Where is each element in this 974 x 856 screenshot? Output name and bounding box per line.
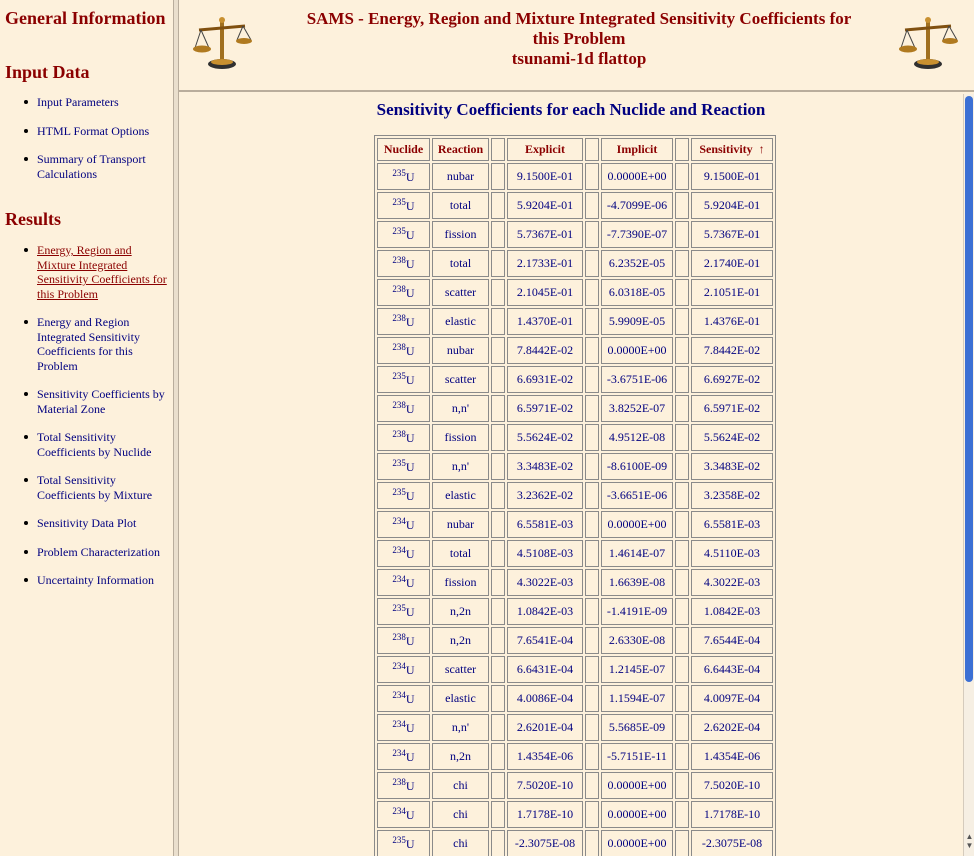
spacer-cell [675,627,689,654]
sensitivity-cell: 7.8442E-02 [691,337,773,364]
sidebar-item-uncertainty[interactable]: Uncertainty Information [0,573,173,588]
spacer-cell [585,830,599,856]
nuclide-cell: $^{235}$U [377,482,430,509]
content-title: Sensitivity Coefficients for each Nuclide and Reaction [376,100,766,119]
sidebar-nav [0,0,174,856]
spacer-cell [675,772,689,799]
reaction-cell: scatter [432,279,489,306]
reaction-cell: scatter [432,656,489,683]
sidebar-item-input-parameters[interactable]: Input Parameters [0,95,173,110]
input-data-link[interactable]: Input Data [5,62,90,82]
explicit-cell: 7.8442E-02 [507,337,583,364]
table-row [377,395,773,422]
nuclide-cell: $^{238}$U [377,279,430,306]
sensitivity-cell: 5.7367E-01 [691,221,773,248]
reaction-cell: scatter [432,366,489,393]
sidebar-item-energy-region-mixture[interactable]: Energy, Region and Mixture Integrated Sensitivity Coefficients for this Problem [0,243,173,301]
column-header-reaction[interactable]: Reaction [432,138,489,161]
sensitivity-cell: 4.0097E-04 [691,685,773,712]
table-row [377,685,773,712]
table-row [377,743,773,770]
reaction-cell: chi [432,830,489,856]
implicit-cell: 0.0000E+00 [601,801,673,828]
spacer-cell [585,569,599,596]
spacer-cell [491,424,505,451]
scroll-up-arrow-icon[interactable]: ▲ [965,832,974,841]
spacer-cell [491,366,505,393]
spacer-cell [491,772,505,799]
sidebar-item-total-by-nuclide[interactable]: Total Sensitivity Coefficients by Nuclide [0,430,173,459]
spacer-cell [491,279,505,306]
spacer-cell [675,482,689,509]
nuclide-cell: $^{238}$U [377,424,430,451]
reaction-cell: total [432,192,489,219]
spacer-cell [675,540,689,567]
results-list [0,243,173,588]
reaction-cell: nubar [432,337,489,364]
explicit-cell: 9.1500E-01 [507,163,583,190]
spacer-cell [491,569,505,596]
table-row [377,511,773,538]
reaction-cell: n,2n [432,598,489,625]
spacer-cell [675,714,689,741]
table-row [377,337,773,364]
explicit-cell: 7.6541E-04 [507,627,583,654]
reaction-cell: n,n' [432,714,489,741]
table-row [377,453,773,480]
spacer-cell [675,337,689,364]
sensitivity-cell: 2.1740E-01 [691,250,773,277]
sensitivity-cell: 5.5624E-02 [691,424,773,451]
spacer-cell [491,395,505,422]
implicit-cell: 0.0000E+00 [601,830,673,856]
reaction-cell: chi [432,801,489,828]
sort-arrow-icon[interactable]: ↑ [758,142,765,156]
table-row [377,250,773,277]
nuclide-cell: $^{235}$U [377,163,430,190]
table-row [377,540,773,567]
reaction-cell: fission [432,221,489,248]
spacer-cell [675,366,689,393]
spacer-cell [675,424,689,451]
spacer-cell [585,656,599,683]
sensitivity-cell: 6.6927E-02 [691,366,773,393]
implicit-cell: 0.0000E+00 [601,772,673,799]
sensitivity-cell: 1.4376E-01 [691,308,773,335]
sidebar-item-problem-characterization[interactable]: Problem Characterization [0,545,173,560]
explicit-cell: 2.1733E-01 [507,250,583,277]
reaction-cell: elastic [432,308,489,335]
sensitivity-cell: 9.1500E-01 [691,163,773,190]
nuclide-cell: $^{235}$U [377,830,430,856]
sensitivity-cell: 7.6544E-04 [691,627,773,654]
spacer-cell [585,627,599,654]
explicit-cell: 4.3022E-03 [507,569,583,596]
spacer-cell [585,685,599,712]
input-data-list [0,95,173,181]
spacer-cell [585,743,599,770]
spacer-cell [585,279,599,306]
implicit-cell: 5.5685E-09 [601,714,673,741]
sidebar-item-energy-region[interactable]: Energy and Region Integrated Sensitivity Coefficients for this Problem [0,315,173,373]
spacer-cell [585,424,599,451]
spacer-cell [491,250,505,277]
sensitivity-cell: 4.5110E-03 [691,540,773,567]
spacer-cell [585,337,599,364]
spacer-cell [491,337,505,364]
explicit-cell: 2.1045E-01 [507,279,583,306]
spacer-cell [585,366,599,393]
table-row [377,279,773,306]
spacer-cell [585,453,599,480]
sidebar-item-html-format-options[interactable]: HTML Format Options [0,124,173,139]
table-row [377,772,773,799]
explicit-cell: 6.5971E-02 [507,395,583,422]
explicit-cell: 7.5020E-10 [507,772,583,799]
reaction-cell: elastic [432,482,489,509]
spacer-cell [675,308,689,335]
sensitivity-cell: 6.5581E-03 [691,511,773,538]
table-row [377,192,773,219]
implicit-cell: -8.6100E-09 [601,453,673,480]
balance-scale-icon [191,16,253,72]
sensitivity-cell: 3.3483E-02 [691,453,773,480]
spacer-cell [675,453,689,480]
nuclide-cell: $^{238}$U [377,308,430,335]
explicit-cell: 4.0086E-04 [507,685,583,712]
explicit-cell: 6.6431E-04 [507,656,583,683]
spacer-cell [675,511,689,538]
table-row [377,163,773,190]
spacer-cell [675,279,689,306]
spacer-cell [491,656,505,683]
sensitivity-cell: 7.5020E-10 [691,772,773,799]
spacer-cell [491,511,505,538]
table-row [377,569,773,596]
spacer-cell [491,598,505,625]
spacer-cell [675,685,689,712]
sensitivity-cell: -2.3075E-08 [691,830,773,856]
explicit-cell: 6.5581E-03 [507,511,583,538]
nuclide-cell: $^{238}$U [377,337,430,364]
implicit-cell: 1.4614E-07 [601,540,673,567]
spacer-cell [585,801,599,828]
sidebar-item-sensitivity-plot[interactable]: Sensitivity Data Plot [0,516,173,531]
explicit-cell: 2.6201E-04 [507,714,583,741]
spacer-cell [491,801,505,828]
column-header-explicit[interactable]: Explicit [507,138,583,161]
spacer-cell [585,221,599,248]
reaction-cell: elastic [432,685,489,712]
spacer-cell [491,627,505,654]
spacer-cell [585,772,599,799]
implicit-cell: 1.2145E-07 [601,656,673,683]
column-spacer [675,138,689,161]
nuclide-cell: $^{235}$U [377,453,430,480]
main-content [179,94,963,856]
spacer-cell [585,598,599,625]
reaction-cell: chi [432,772,489,799]
sensitivity-cell: 6.5971E-02 [691,395,773,422]
explicit-cell: 1.4370E-01 [507,308,583,335]
reaction-cell: n,n' [432,395,489,422]
table-row [377,482,773,509]
spacer-cell [585,714,599,741]
reaction-cell: n,n' [432,453,489,480]
table-body [377,163,773,856]
nuclide-cell: $^{234}$U [377,801,430,828]
table-row [377,714,773,741]
explicit-cell: 1.4354E-06 [507,743,583,770]
implicit-cell: 1.6639E-08 [601,569,673,596]
column-spacer [491,138,505,161]
reaction-cell: n,2n [432,627,489,654]
reaction-cell: nubar [432,163,489,190]
implicit-cell: 3.8252E-07 [601,395,673,422]
implicit-cell: 6.2352E-05 [601,250,673,277]
reaction-cell: fission [432,569,489,596]
spacer-cell [491,714,505,741]
nuclide-cell: $^{235}$U [377,221,430,248]
spacer-cell [585,482,599,509]
spacer-cell [491,192,505,219]
sensitivity-cell: 3.2358E-02 [691,482,773,509]
spacer-cell [675,598,689,625]
sensitivity-table [374,135,776,856]
implicit-cell: -3.6651E-06 [601,482,673,509]
results-link[interactable]: Results [5,209,62,229]
nuclide-cell: $^{234}$U [377,714,430,741]
table-header-row [377,138,773,161]
spacer-cell [491,482,505,509]
spacer-cell [491,540,505,567]
sensitivity-cell: 1.7178E-10 [691,801,773,828]
spacer-cell [491,743,505,770]
table-row [377,830,773,856]
spacer-cell [585,511,599,538]
explicit-cell: 5.9204E-01 [507,192,583,219]
spacer-cell [675,192,689,219]
explicit-cell: -2.3075E-08 [507,830,583,856]
reaction-cell: total [432,250,489,277]
spacer-cell [675,830,689,856]
implicit-cell: 0.0000E+00 [601,511,673,538]
sensitivity-cell: 2.6202E-04 [691,714,773,741]
page-header [179,0,974,92]
reaction-cell: n,2n [432,743,489,770]
table-row [377,627,773,654]
spacer-cell [491,308,505,335]
implicit-cell: 4.9512E-08 [601,424,673,451]
spacer-cell [585,395,599,422]
table-row [377,366,773,393]
spacer-cell [675,250,689,277]
sensitivity-cell: 1.4354E-06 [691,743,773,770]
implicit-cell: -3.6751E-06 [601,366,673,393]
spacer-cell [675,743,689,770]
implicit-cell: 5.9909E-05 [601,308,673,335]
spacer-cell [585,250,599,277]
sidebar-item-total-by-mixture[interactable]: Total Sensitivity Coefficients by Mixture [0,473,173,502]
nuclide-cell: $^{234}$U [377,685,430,712]
implicit-cell: -5.7151E-11 [601,743,673,770]
column-header-nuclide[interactable]: Nuclide [377,138,430,161]
vertical-scrollbar[interactable] [963,94,974,856]
spacer-cell [675,163,689,190]
table-row [377,221,773,248]
implicit-cell: 2.6330E-08 [601,627,673,654]
explicit-cell: 6.6931E-02 [507,366,583,393]
nuclide-cell: $^{234}$U [377,743,430,770]
nuclide-cell: $^{234}$U [377,511,430,538]
sensitivity-cell: 4.3022E-03 [691,569,773,596]
table-row [377,598,773,625]
sensitivity-cell: 2.1051E-01 [691,279,773,306]
spacer-cell [491,163,505,190]
nuclide-cell: $^{234}$U [377,656,430,683]
explicit-cell: 1.7178E-10 [507,801,583,828]
sidebar-item-summary-transport[interactable]: Summary of Transport Calculations [0,152,173,181]
spacer-cell [675,656,689,683]
spacer-cell [491,221,505,248]
spacer-cell [585,163,599,190]
explicit-cell: 3.2362E-02 [507,482,583,509]
spacer-cell [491,830,505,856]
implicit-cell: 0.0000E+00 [601,163,673,190]
explicit-cell: 4.5108E-03 [507,540,583,567]
spacer-cell [491,453,505,480]
scrollbar-arrows[interactable] [964,832,974,854]
column-spacer [585,138,599,161]
table-row [377,308,773,335]
table-row [377,801,773,828]
implicit-cell: 1.1594E-07 [601,685,673,712]
nuclide-cell: $^{234}$U [377,540,430,567]
nuclide-cell: $^{238}$U [377,395,430,422]
nuclide-cell: $^{235}$U [377,192,430,219]
spacer-cell [585,192,599,219]
sensitivity-cell: 5.9204E-01 [691,192,773,219]
sensitivity-cell: 1.0842E-03 [691,598,773,625]
nuclide-cell: $^{235}$U [377,366,430,393]
scroll-down-arrow-icon[interactable]: ▼ [965,841,974,850]
implicit-cell: -7.7390E-07 [601,221,673,248]
table-row [377,656,773,683]
reaction-cell: total [432,540,489,567]
implicit-cell: -1.4191E-09 [601,598,673,625]
scrollbar-thumb[interactable] [965,96,973,682]
sidebar-item-material-zone[interactable]: Sensitivity Coefficients by Material Zone [0,387,173,416]
spacer-cell [675,801,689,828]
nuclide-cell: $^{238}$U [377,772,430,799]
spacer-cell [491,685,505,712]
spacer-cell [585,308,599,335]
nuclide-cell: $^{238}$U [377,627,430,654]
reaction-cell: fission [432,424,489,451]
spacer-cell [675,569,689,596]
explicit-cell: 5.7367E-01 [507,221,583,248]
table-row [377,424,773,451]
balance-scale-icon [897,16,959,72]
column-header-implicit[interactable]: Implicit [601,138,673,161]
explicit-cell: 5.5624E-02 [507,424,583,451]
explicit-cell: 3.3483E-02 [507,453,583,480]
general-information-link[interactable]: General Information [5,8,166,28]
nuclide-cell: $^{235}$U [377,598,430,625]
column-header-sensitivity[interactable]: Sensitivity ↑ [691,138,773,161]
sensitivity-cell: 6.6443E-04 [691,656,773,683]
explicit-cell: 1.0842E-03 [507,598,583,625]
spacer-cell [675,221,689,248]
implicit-cell: 0.0000E+00 [601,337,673,364]
implicit-cell: -4.7099E-06 [601,192,673,219]
reaction-cell: nubar [432,511,489,538]
nuclide-cell: $^{238}$U [377,250,430,277]
spacer-cell [675,395,689,422]
spacer-cell [585,540,599,567]
implicit-cell: 6.0318E-05 [601,279,673,306]
page-title: SAMS - Energy, Region and Mixture Integrated Sensitivity Coefficients for this Problem tsunami-1d flattop [306,9,852,68]
nuclide-cell: $^{234}$U [377,569,430,596]
